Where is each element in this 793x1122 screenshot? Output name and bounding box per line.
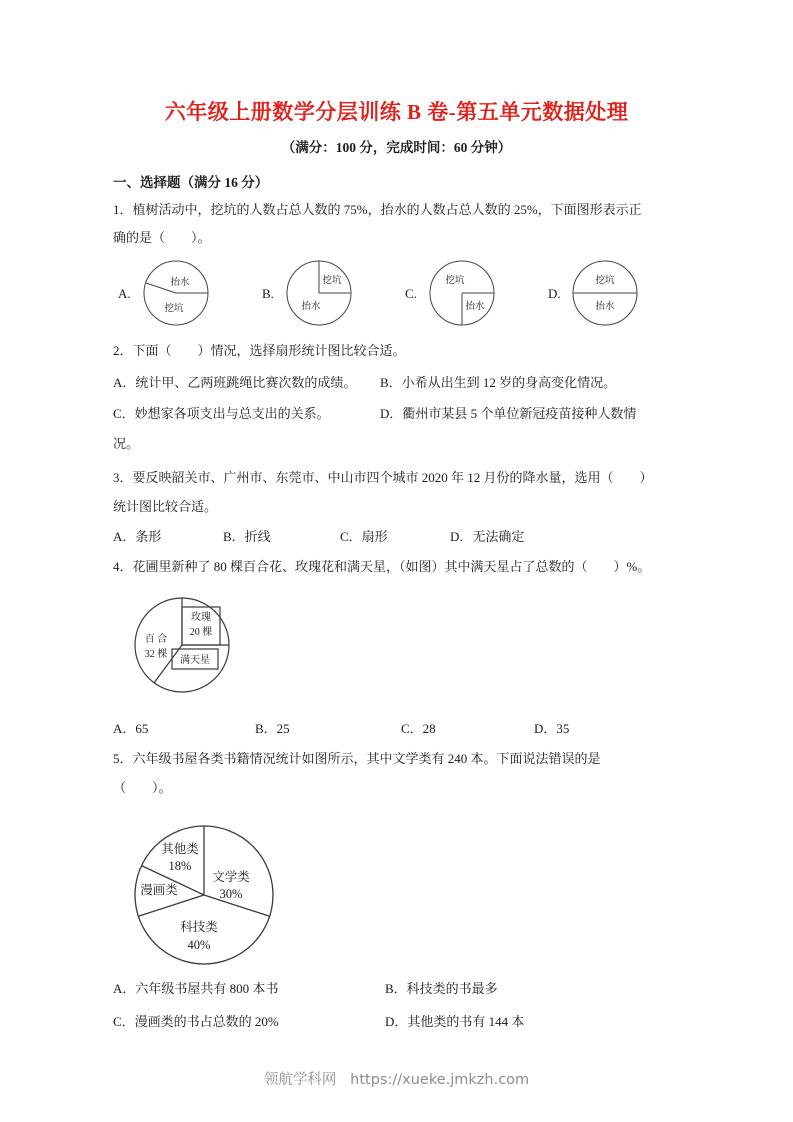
q1-option-d-pie[interactable] — [571, 259, 639, 327]
q1-option-b-slice-label-1: 挖坑 — [322, 276, 342, 286]
q5-slice-label-literature-line1: 文学类 — [212, 870, 250, 884]
q5-slice-label-others-line2: 18% — [168, 859, 192, 873]
q1-option-b-pie[interactable] — [285, 259, 353, 327]
footer-watermark — [0, 1068, 793, 1089]
q1-option-d-slice-label-2: 抬水 — [595, 302, 615, 312]
q5-slice-label-technology-line1: 科技类 — [180, 920, 218, 934]
q1-option-d-slice-label-1: 挖坑 — [595, 276, 615, 286]
q5-books-pie-chart[interactable] — [127, 818, 281, 972]
q1-option-d-letter[interactable]: D. — [548, 286, 561, 301]
q3-option-a[interactable]: A．条形 — [113, 529, 162, 544]
footer-site-name: 领航学科网 — [263, 1072, 337, 1088]
q5-slice-label-others-line1: 其他类 — [161, 842, 199, 856]
q5-slice-label-comics: 漫画类 — [140, 883, 178, 897]
q1-option-c-slice-label-2: 抬水 — [465, 302, 485, 312]
q3-stem-line1: 3．要反映韶关市、广州市、东莞市、中山市四个城市 2020 年 12 月份的降水量，选用（ ） — [113, 470, 653, 485]
q5-option-d[interactable]: D．其他类的书有 144 本 — [385, 1014, 525, 1029]
q4-stem-line1: 4．花圃里新种了 80 棵百合花、玫瑰花和满天星，（如图）其中满天星占了总数的（ ）%。 — [113, 559, 651, 574]
q4-option-c[interactable]: C．28 — [401, 721, 436, 736]
q2-option-a[interactable]: A．统计甲、乙两班跳绳比赛次数的成绩。 — [113, 375, 357, 390]
q4-slice-label-baby-breath: 满天星 — [180, 655, 210, 666]
q1-option-a-slice-label-2: 挖坑 — [164, 304, 184, 314]
q1-option-b-letter[interactable]: B. — [262, 286, 274, 301]
q4-slice-label-lily-line2: 32 棵 — [144, 649, 168, 660]
q4-slice-label-rose-line2: 20 棵 — [189, 627, 213, 638]
q3-option-c[interactable]: C．扇形 — [340, 529, 388, 544]
q1-stem-line2: 确的是（ ）。 — [113, 230, 211, 245]
q1-option-c-pie[interactable] — [428, 259, 496, 327]
q5-slice-label-technology-line2: 40% — [187, 938, 211, 952]
footer-url: https://xueke.jmkzh.com — [350, 1072, 530, 1088]
q3-option-b[interactable]: B．折线 — [223, 529, 271, 544]
q1-option-c-slice-label-1: 挖坑 — [445, 276, 465, 286]
q4-option-a[interactable]: A．65 — [113, 721, 149, 736]
q1-option-a-pie[interactable] — [142, 259, 210, 327]
page-subtitle: （满分：100 分，完成时间：60 分钟） — [281, 140, 512, 155]
q1-stem-line1: 1．植树活动中，挖坑的人数占总人数的 75%，抬水的人数占总人数的 25%，下面图形表示正 — [113, 202, 642, 217]
q2-stem-line1: 2．下面（ ）情况，选择扇形统计图比较合适。 — [113, 343, 406, 358]
q2-option-d-continuation: 况。 — [113, 436, 140, 451]
q3-stem-line2: 统计图比较合适。 — [113, 499, 218, 514]
q2-option-c[interactable]: C．妙想家各项支出与总支出的关系。 — [113, 406, 330, 421]
page-title: 六年级上册数学分层训练 B 卷-第五单元数据处理 — [164, 100, 629, 124]
q4-slice-label-rose-line1: 玫瑰 — [191, 612, 211, 623]
q1-option-a-letter[interactable]: A. — [118, 286, 131, 301]
q5-stem-line2: （ ）。 — [113, 780, 172, 795]
q1-option-a-slice-label-1: 抬水 — [170, 278, 190, 288]
q4-option-b[interactable]: B．25 — [255, 721, 290, 736]
q4-slice-label-lily-line1: 百 合 — [144, 634, 168, 645]
q2-option-d[interactable]: D．衢州市某县 5 个单位新冠疫苗接种人数情 — [380, 406, 637, 421]
section-heading: 一、选择题（满分 16 分） — [113, 175, 269, 190]
q4-option-d[interactable]: D．35 — [534, 721, 570, 736]
q5-option-b[interactable]: B．科技类的书最多 — [385, 981, 498, 996]
q2-option-b[interactable]: B．小希从出生到 12 岁的身高变化情况。 — [380, 375, 617, 390]
q5-option-c[interactable]: C．漫画类的书占总数的 20% — [113, 1014, 279, 1029]
q1-option-c-letter[interactable]: C. — [405, 286, 417, 301]
q5-slice-label-literature-line2: 30% — [219, 887, 243, 901]
q4-flowers-pie-chart[interactable] — [128, 592, 246, 700]
q1-option-b-slice-label-2: 抬水 — [301, 302, 321, 312]
q3-option-d[interactable]: D．无法确定 — [450, 529, 525, 544]
q5-option-a[interactable]: A．六年级书屋共有 800 本书 — [113, 981, 279, 996]
q5-stem-line1: 5．六年级书屋各类书籍情况统计如图所示，其中文学类有 240 本。下面说法错误的是 — [113, 751, 601, 766]
